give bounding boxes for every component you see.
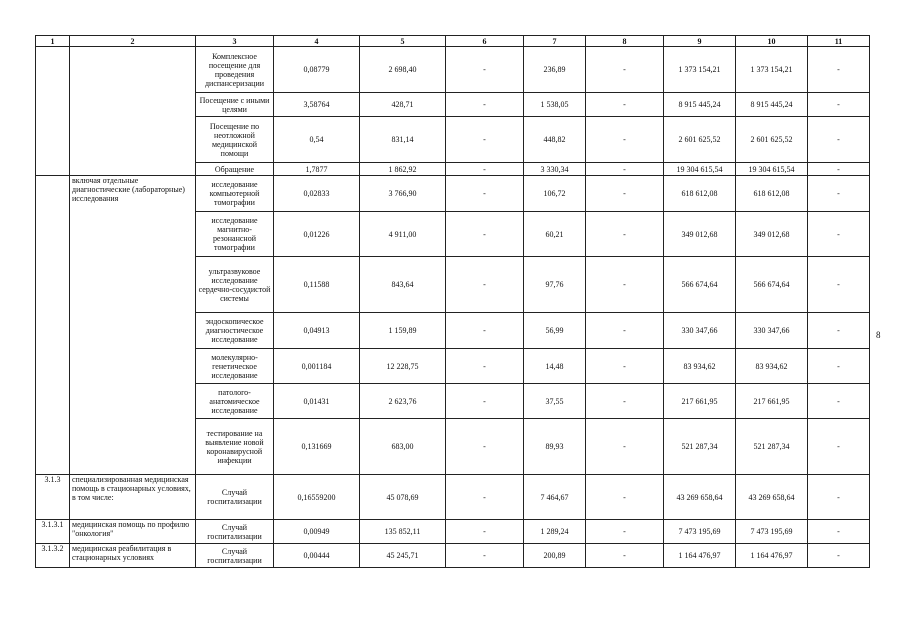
table-row [36,520,870,544]
value-cell: - [446,257,524,313]
value-cell: 45 245,71 [360,544,446,568]
value-cell: 2 623,76 [360,384,446,419]
value-cell: - [446,384,524,419]
value-cell: - [808,47,870,93]
value-cell: 428,71 [360,93,446,117]
value-cell: - [808,419,870,475]
value-cell: 8 915 445,24 [664,93,736,117]
value-cell: 106,72 [524,176,586,212]
value-cell: 0,11588 [274,257,360,313]
code-cell: 3.1.3 [36,475,70,520]
value-cell: - [808,544,870,568]
value-cell: 83 934,62 [664,349,736,384]
value-cell: - [808,349,870,384]
value-cell: - [586,313,664,349]
value-cell: 0,01226 [274,212,360,257]
header-cell: 5 [360,36,446,47]
value-cell: - [586,475,664,520]
unit-cell: молекулярно-генетическое исследование [196,349,274,384]
value-cell: 83 934,62 [736,349,808,384]
value-cell: 3 766,90 [360,176,446,212]
value-cell: 1 164 476,97 [736,544,808,568]
code-cell [36,176,70,475]
unit-cell: эндоскопическое диагностическое исследование [196,313,274,349]
header-cell: 9 [664,36,736,47]
value-cell: 0,00444 [274,544,360,568]
unit-cell: Случай госпитализации [196,544,274,568]
value-cell: 0,54 [274,117,360,163]
value-cell: - [586,544,664,568]
value-cell: - [586,176,664,212]
value-cell: - [446,419,524,475]
header-cell: 1 [36,36,70,47]
value-cell: 7 473 195,69 [736,520,808,544]
value-cell: 200,89 [524,544,586,568]
value-cell: 0,04913 [274,313,360,349]
value-cell: 89,93 [524,419,586,475]
value-cell: 1 159,89 [360,313,446,349]
code-cell: 3.1.3.1 [36,520,70,544]
value-cell: - [808,176,870,212]
value-cell: 1,7877 [274,163,360,176]
value-cell: - [808,212,870,257]
value-cell: 1 373 154,21 [736,47,808,93]
name-cell: включая отдельные диагностические (лабораторные) исследования [70,176,196,475]
header-cell: 6 [446,36,524,47]
value-cell: 566 674,64 [736,257,808,313]
value-cell: 60,21 [524,212,586,257]
value-cell: - [446,520,524,544]
value-cell: - [446,117,524,163]
value-cell: 3,58764 [274,93,360,117]
table-row [36,475,870,520]
value-cell: - [586,212,664,257]
unit-cell: патолого-анатомическое исследование [196,384,274,419]
value-cell: - [586,47,664,93]
value-cell: 0,001184 [274,349,360,384]
value-cell: 217 661,95 [664,384,736,419]
value-cell: 19 304 615,54 [664,163,736,176]
value-cell: - [586,163,664,176]
name-cell [70,47,196,176]
page-number: 8 [876,330,881,340]
value-cell: 1 862,92 [360,163,446,176]
table-row [36,544,870,568]
data-table [35,35,870,568]
value-cell: 19 304 615,54 [736,163,808,176]
value-cell: 7 473 195,69 [664,520,736,544]
value-cell: - [586,349,664,384]
value-cell: 37,55 [524,384,586,419]
value-cell: 0,08779 [274,47,360,93]
value-cell: - [446,544,524,568]
value-cell: 217 661,95 [736,384,808,419]
header-row [36,36,870,47]
header-cell: 11 [808,36,870,47]
value-cell: - [586,419,664,475]
value-cell: 4 911,00 [360,212,446,257]
value-cell: - [808,117,870,163]
unit-cell: Посещение по неотложной медицинской помощи [196,117,274,163]
value-cell: - [586,117,664,163]
value-cell: 521 287,34 [664,419,736,475]
value-cell: - [808,475,870,520]
value-cell: 135 852,11 [360,520,446,544]
value-cell: 521 287,34 [736,419,808,475]
value-cell: 349 012,68 [664,212,736,257]
value-cell: 12 228,75 [360,349,446,384]
value-cell: - [586,384,664,419]
value-cell: - [446,313,524,349]
value-cell: - [808,313,870,349]
value-cell: 349 012,68 [736,212,808,257]
value-cell: 1 289,24 [524,520,586,544]
name-cell: специализированная медицинская помощь в стационарных условиях, в том числе: [70,475,196,520]
unit-cell: Посещение с иными целями [196,93,274,117]
value-cell: 0,16559200 [274,475,360,520]
value-cell: - [586,93,664,117]
value-cell: 2 698,40 [360,47,446,93]
value-cell: 3 330,34 [524,163,586,176]
value-cell: 1 164 476,97 [664,544,736,568]
unit-cell: Обращение [196,163,274,176]
value-cell: 0,00949 [274,520,360,544]
header-cell: 3 [196,36,274,47]
unit-cell: Случай госпитализации [196,520,274,544]
value-cell: 566 674,64 [664,257,736,313]
table-row [36,176,870,212]
value-cell: - [446,176,524,212]
value-cell: 0,02833 [274,176,360,212]
value-cell: - [586,520,664,544]
code-cell: 3.1.3.2 [36,544,70,568]
unit-cell: Случай госпитализации [196,475,274,520]
value-cell: 618 612,08 [664,176,736,212]
value-cell: - [808,257,870,313]
value-cell: 1 538,05 [524,93,586,117]
value-cell: 2 601 625,52 [664,117,736,163]
value-cell: 7 464,67 [524,475,586,520]
value-cell: - [808,163,870,176]
value-cell: - [446,212,524,257]
value-cell: 2 601 625,52 [736,117,808,163]
header-cell: 4 [274,36,360,47]
name-cell: медицинская помощь по профилю "онкология" [70,520,196,544]
value-cell: 0,131669 [274,419,360,475]
value-cell: - [808,93,870,117]
value-cell: 831,14 [360,117,446,163]
header-cell: 10 [736,36,808,47]
unit-cell: тестирование на выявление новой коронавирусной инфекции [196,419,274,475]
value-cell: 43 269 658,64 [664,475,736,520]
value-cell: 448,82 [524,117,586,163]
unit-cell: Комплексное посещение для проведения диспансеризации [196,47,274,93]
value-cell: 618 612,08 [736,176,808,212]
value-cell: 236,89 [524,47,586,93]
value-cell: 843,64 [360,257,446,313]
unit-cell: исследование компьютерной томографии [196,176,274,212]
value-cell: 330 347,66 [736,313,808,349]
value-cell: - [446,163,524,176]
value-cell: - [446,93,524,117]
value-cell: 56,99 [524,313,586,349]
value-cell: - [808,384,870,419]
value-cell: 14,48 [524,349,586,384]
code-cell [36,47,70,176]
unit-cell: исследование магнитно-резонансной томографии [196,212,274,257]
value-cell: - [446,47,524,93]
table-row [36,47,870,93]
value-cell: 45 078,69 [360,475,446,520]
value-cell: 1 373 154,21 [664,47,736,93]
value-cell: - [586,257,664,313]
value-cell: 330 347,66 [664,313,736,349]
header-cell: 7 [524,36,586,47]
header-cell: 8 [586,36,664,47]
value-cell: 683,00 [360,419,446,475]
value-cell: 43 269 658,64 [736,475,808,520]
value-cell: 0,01431 [274,384,360,419]
value-cell: 97,76 [524,257,586,313]
value-cell: - [446,349,524,384]
value-cell: - [808,520,870,544]
name-cell: медицинская реабилитация в стационарных условиях [70,544,196,568]
header-cell: 2 [70,36,196,47]
value-cell: 8 915 445,24 [736,93,808,117]
unit-cell: ультразвуковое исследование сердечно-сосудистой системы [196,257,274,313]
value-cell: - [446,475,524,520]
